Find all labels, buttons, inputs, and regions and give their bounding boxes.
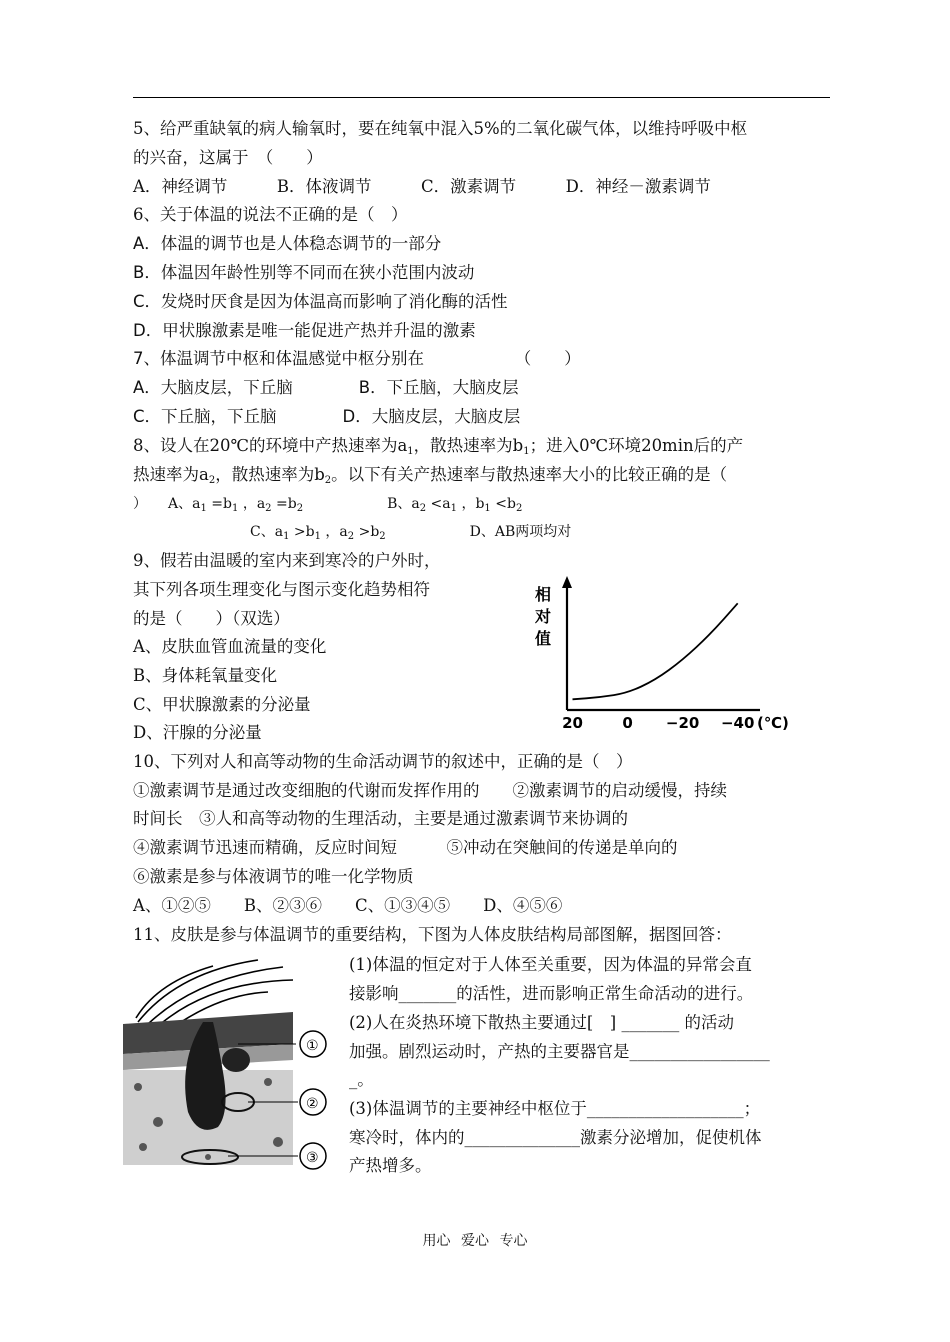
header-rule [133,97,830,98]
q11-part2-line3: _。 [349,1070,374,1089]
q9-stem-3: 的是（ ）（双选） [133,609,290,628]
q10-line1: ①激素调节是通过改变细胞的代谢而发挥作用的 ②激素调节的启动缓慢，持续 [133,781,727,800]
q6-option-b: B．体温因年龄性别等不同而在狭小范围内波动 [133,263,475,282]
q11-part1-line2: 接影响_______的活性，进而影响正常生命活动的进行。 [349,984,754,1003]
q5-line2: 的兴奋，这属于 （ ） [133,148,323,167]
q8-line2: 热速率为$a_2$，散热速率为$b_2$。以下有关产热速率与散热速率大小的比较正确的是（ [133,465,728,486]
q10-stem: 10、下列对人和高等动物的生命活动调节的叙述中，正确的是（ ） [133,752,633,771]
q11-part1-line1: (1)体温的恒定对于人体至关重要，因为体温的异常会直 [349,955,752,974]
diagram-label-3: ③ [306,1150,319,1166]
q6-option-a: A．体温的调节也是人体稳态调节的一部分 [133,234,442,253]
q8-line1: 8、设人在20℃的环境中产热速率为$a_1$，散热速率为$b_1$；进入0℃环境20min后的产 [133,436,744,457]
q11-part3-line3: 产热增多。 [349,1156,432,1175]
y-axis-label: 相对值 [535,585,552,648]
q5-options: A．神经调节 B．体液调节 C．激素调节 D．神经－激素调节 [133,177,711,196]
series-line [573,603,738,699]
q9-option-d: D、汗腺的分泌量 [133,723,262,742]
q6-option-d: D．甲状腺激素是唯一能促进产热并升温的激素 [133,321,476,340]
q8-options-cd: C、$a_1 >b_1$ ，$a_2 >b_2$ D、AB两项均对 [250,524,572,542]
x-tick-label: 0 [622,714,633,732]
q9-line-chart [525,570,795,740]
page-footer: 用心 爱心 专心 [422,1233,528,1249]
q5-line1: 5、给严重缺氧的病人输氧时，要在纯氧中混入5%的二氧化碳气体，以维持呼吸中枢 [133,119,748,138]
y-axis-arrow [562,576,572,588]
q8-options-ab: ） A、$a_1 =b_1$ ，$a_2 =b_2$ B、$a_2 <a_1$ ，$b_1 <b_2$ [133,496,523,514]
q11-part3-line2: 寒冷时，体内的______________激素分泌增加，促使机体 [349,1128,762,1147]
x-tick-label: −20 [665,714,700,732]
skin-structure-diagram [118,952,348,1172]
q9-stem-2: 其下列各项生理变化与图示变化趋势相符 [133,580,430,599]
q11-part3-line1: (3)体温调节的主要神经中枢位于___________________； [349,1099,761,1118]
x-tick-label: 20 [562,714,583,732]
q11-stem: 11、皮肤是参与体温调节的重要结构，下图为人体皮肤结构局部图解，据图回答： [133,925,732,944]
q9-stem-1: 9、假若由温暖的室内来到寒冷的户外时， [133,551,441,570]
q9-option-c: C、甲状腺激素的分泌量 [133,695,311,714]
q10-line4: ⑥激素是参与体液调节的唯一化学物质 [133,867,414,886]
x-tick-label: −40 [720,714,755,732]
q6-option-c: C．发烧时厌食是因为体温高而影响了消化酶的活性 [133,292,508,311]
x-axis-unit: (℃) [757,714,789,732]
q6-stem: 6、关于体温的说法不正确的是（ ） [133,205,408,224]
q9-option-b: B、身体耗氧量变化 [133,666,278,685]
q10-options: A、①②⑤ B、②③⑥ C、①③④⑤ D、④⑤⑥ [133,896,563,915]
q7-options-cd: C．下丘脑，下丘脑 D．大脑皮层，大脑皮层 [133,407,521,426]
q11-part2-line2: 加强。剧烈运动时，产热的主要器官是_________________ [349,1042,770,1061]
q10-line2: 时间长 ③人和高等动物的生理活动，主要是通过激素调节来协调的 [133,809,628,828]
diagram-label-1: ① [306,1038,319,1054]
q7-stem: 7、体温调节中枢和体温感觉中枢分别在 （ ） [133,349,581,368]
q7-options-ab: A．大脑皮层，下丘脑 B．下丘脑，大脑皮层 [133,378,519,397]
q11-part2-line1: (2)人在炎热环境下散热主要通过[ ] _______ 的活动 [349,1013,734,1032]
q9-option-a: A、皮肤血管血流量的变化 [133,637,327,656]
q10-line3: ④激素调节迅速而精确，反应时间短 ⑤冲动在突触间的传递是单向的 [133,838,678,857]
diagram-label-2: ② [306,1096,319,1112]
